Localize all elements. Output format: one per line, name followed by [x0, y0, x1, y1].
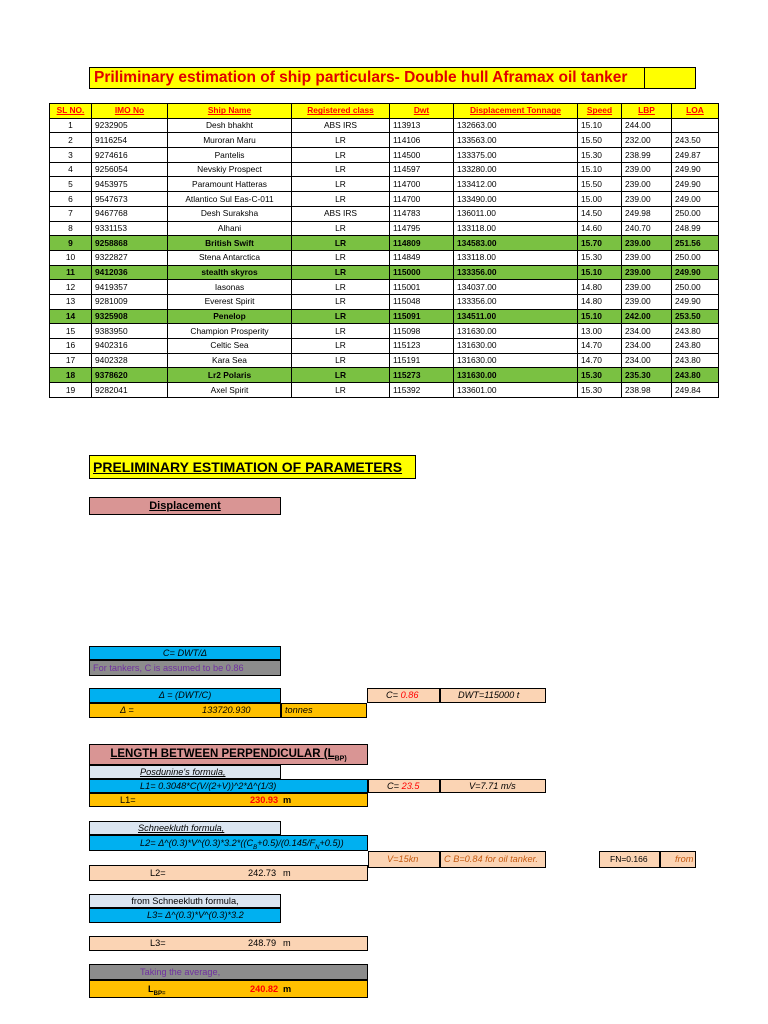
header-dwt: Dwt	[390, 104, 454, 119]
cell-sl-no: 15	[50, 324, 92, 339]
cell-speed: 15.30	[578, 250, 622, 265]
table-header-row	[50, 104, 719, 119]
cell-registered-class: LR	[292, 280, 390, 295]
cell-sl-no: 8	[50, 221, 92, 236]
cell-registered-class: LR	[292, 236, 390, 251]
ship-particulars-table	[49, 103, 719, 398]
cell-sl-no: 18	[50, 368, 92, 383]
cell-dwt: 114783	[390, 206, 454, 221]
delta-formula-cell	[89, 688, 281, 703]
cell-sl-no: 14	[50, 309, 92, 324]
table-row	[50, 265, 719, 280]
cell-dwt: 114849	[390, 250, 454, 265]
table-row	[50, 383, 719, 398]
v-mps-cell	[440, 779, 546, 793]
cell-loa: 251.56	[672, 236, 719, 251]
lbp-heading-sym: (L	[323, 748, 335, 760]
cell-sl-no: 11	[50, 265, 92, 280]
c-value: 0.86	[400, 690, 419, 700]
cell-imo-no: 9378620	[92, 368, 168, 383]
cell-lbp: 238.99	[622, 148, 672, 163]
c-note-cell	[89, 660, 281, 676]
cell-sl-no: 16	[50, 339, 92, 354]
cell-lbp: 232.00	[622, 133, 672, 148]
lbp-unit: m	[283, 984, 292, 994]
cell-displacement: 133280.00	[454, 162, 578, 177]
cell-ship-name: stealth skyros	[168, 265, 292, 280]
cell-loa: 249.87	[672, 148, 719, 163]
lbp-heading-sub: BP)	[334, 755, 347, 763]
cell-ship-name: Nevskiy Prospect	[168, 162, 292, 177]
cell-registered-class: LR	[292, 221, 390, 236]
cell-speed: 14.70	[578, 339, 622, 354]
cell-speed: 14.80	[578, 280, 622, 295]
l2-formula-b: B	[253, 844, 258, 851]
l2-formula-a: L2= Δ^(0.3)*V^(0.3)*3.2*((C	[140, 838, 254, 848]
l3-label: L3=	[150, 938, 166, 948]
cell-ship-name: Atlantico Sul Eas-C-011	[168, 192, 292, 207]
lbp-result-cell	[89, 980, 368, 998]
cell-ship-name: Everest Spirit	[168, 294, 292, 309]
l2-result-cell	[89, 865, 368, 881]
cell-registered-class: LR	[292, 265, 390, 280]
cell-dwt: 114500	[390, 148, 454, 163]
cell-dwt: 115123	[390, 339, 454, 354]
cell-sl-no: 1	[50, 118, 92, 133]
table-row	[50, 177, 719, 192]
cell-sl-no: 7	[50, 206, 92, 221]
cell-displacement: 131630.00	[454, 339, 578, 354]
cell-dwt: 115000	[390, 265, 454, 280]
from-note-text: from	[675, 854, 694, 864]
c-formula-text: C= DWT/Δ	[162, 648, 208, 658]
cell-dwt: 114809	[390, 236, 454, 251]
cell-displacement: 133490.00	[454, 192, 578, 207]
cell-speed: 15.30	[578, 148, 622, 163]
cell-imo-no: 9547673	[92, 192, 168, 207]
from-schneekluth-cell	[89, 894, 281, 908]
cell-loa: 243.80	[672, 368, 719, 383]
l1-label: L1=	[120, 795, 136, 805]
table-row	[50, 162, 719, 177]
lbp-value: 240.82	[250, 984, 279, 994]
cell-imo-no: 9331153	[92, 221, 168, 236]
c2-value: 23.5	[401, 781, 420, 791]
table-row	[50, 324, 719, 339]
cell-speed: 15.10	[578, 265, 622, 280]
l3-formula-text: L3= Δ^(0.3)*V^(0.3)*3.2	[147, 910, 244, 920]
table-row	[50, 236, 719, 251]
cell-ship-name: Alhani	[168, 221, 292, 236]
c-formula-cell	[89, 646, 281, 660]
average-label-cell	[89, 964, 368, 980]
schneekluth-label-cell	[89, 821, 281, 835]
cell-lbp: 239.00	[622, 265, 672, 280]
cell-lbp: 238.98	[622, 383, 672, 398]
c2-value-cell	[368, 779, 440, 793]
dwt-given-cell	[440, 688, 546, 703]
cell-registered-class: LR	[292, 250, 390, 265]
header-imo-no: IMO No	[92, 104, 168, 119]
cell-displacement: 133601.00	[454, 383, 578, 398]
cell-speed: 13.00	[578, 324, 622, 339]
cb-note-cell	[440, 851, 546, 868]
delta-label: Δ =	[120, 705, 134, 715]
displacement-heading	[89, 497, 281, 515]
cell-dwt: 114106	[390, 133, 454, 148]
lbp-heading	[89, 744, 368, 765]
table-row	[50, 250, 719, 265]
cell-dwt: 113913	[390, 118, 454, 133]
c-note-text: For tankers, C is assumed to be 0.86	[93, 663, 244, 673]
cell-lbp: 234.00	[622, 353, 672, 368]
cell-ship-name: Desh Suraksha	[168, 206, 292, 221]
cell-speed: 14.80	[578, 294, 622, 309]
cell-ship-name: Stena Antarctica	[168, 250, 292, 265]
lbp-label	[148, 981, 165, 998]
cell-displacement: 131630.00	[454, 368, 578, 383]
l2-value: 242.73	[248, 868, 277, 878]
l2-label: L2=	[150, 868, 166, 878]
cell-displacement: 132663.00	[454, 118, 578, 133]
cell-displacement: 133118.00	[454, 221, 578, 236]
table-row	[50, 118, 719, 133]
table-row	[50, 309, 719, 324]
cell-imo-no: 9281009	[92, 294, 168, 309]
cell-imo-no: 9419357	[92, 280, 168, 295]
from-note-cell	[660, 851, 696, 868]
cell-ship-name: Celtic Sea	[168, 339, 292, 354]
cell-speed: 14.50	[578, 206, 622, 221]
cell-displacement: 131630.00	[454, 324, 578, 339]
delta-unit-text: tonnes	[285, 705, 313, 715]
cell-speed: 15.00	[578, 192, 622, 207]
cell-lbp: 235.30	[622, 368, 672, 383]
table-row	[50, 294, 719, 309]
cell-registered-class: LR	[292, 294, 390, 309]
cell-registered-class: LR	[292, 339, 390, 354]
table-row	[50, 133, 719, 148]
cell-lbp: 239.00	[622, 294, 672, 309]
lbp-heading-main: LENGTH BETWEEN PERPENDICULAR	[110, 748, 321, 760]
table-body	[50, 118, 719, 397]
l3-formula-cell	[89, 908, 281, 923]
cell-lbp: 249.98	[622, 206, 672, 221]
table-row	[50, 192, 719, 207]
cell-displacement: 133118.00	[454, 250, 578, 265]
cell-ship-name: British Swift	[168, 236, 292, 251]
cell-imo-no: 9325908	[92, 309, 168, 324]
cell-dwt: 115001	[390, 280, 454, 295]
cell-ship-name: Desh bhakht	[168, 118, 292, 133]
cell-dwt: 114597	[390, 162, 454, 177]
cell-imo-no: 9402328	[92, 353, 168, 368]
parameters-title-text: PRELIMINARY ESTIMATION OF PARAMETERS	[93, 459, 403, 475]
cell-lbp: 239.00	[622, 162, 672, 177]
cell-sl-no: 10	[50, 250, 92, 265]
cell-dwt: 115392	[390, 383, 454, 398]
cell-speed: 15.10	[578, 162, 622, 177]
l1-value: 230.93	[250, 795, 279, 805]
v-kn-cell	[368, 851, 440, 868]
cell-loa: 243.80	[672, 353, 719, 368]
cell-dwt: 115273	[390, 368, 454, 383]
l1-formula-cell	[89, 779, 368, 793]
cell-loa: 250.00	[672, 206, 719, 221]
lbp-label-sub: BP=	[153, 990, 166, 997]
cell-loa: 249.90	[672, 265, 719, 280]
cell-imo-no: 9274616	[92, 148, 168, 163]
cell-dwt: 114700	[390, 177, 454, 192]
table-row	[50, 206, 719, 221]
title-empty-cell	[644, 67, 695, 89]
cell-sl-no: 2	[50, 133, 92, 148]
l3-unit: m	[283, 938, 291, 948]
cell-dwt: 114700	[390, 192, 454, 207]
cell-sl-no: 6	[50, 192, 92, 207]
cell-speed: 14.60	[578, 221, 622, 236]
delta-formula-text: Δ = (DWT/C)	[158, 690, 212, 700]
cell-registered-class: LR	[292, 192, 390, 207]
cell-sl-no: 5	[50, 177, 92, 192]
cell-lbp: 239.00	[622, 236, 672, 251]
posdunine-label: Posdunine's formula,	[140, 767, 226, 777]
cell-sl-no: 9	[50, 236, 92, 251]
l2-formula-cell	[89, 835, 368, 851]
cell-dwt: 115091	[390, 309, 454, 324]
cell-registered-class: ABS IRS	[292, 206, 390, 221]
table-row	[50, 353, 719, 368]
cell-registered-class: LR	[292, 133, 390, 148]
cell-ship-name: Pantelis	[168, 148, 292, 163]
cell-displacement: 133356.00	[454, 265, 578, 280]
cell-ship-name: Iasonas	[168, 280, 292, 295]
cell-sl-no: 17	[50, 353, 92, 368]
cell-speed: 15.50	[578, 133, 622, 148]
cell-loa	[672, 118, 719, 133]
fn-note-cell	[599, 851, 660, 868]
cell-lbp: 239.00	[622, 177, 672, 192]
cell-speed: 15.30	[578, 383, 622, 398]
delta-value: 133720.930	[202, 705, 251, 715]
cell-registered-class: LR	[292, 368, 390, 383]
header-registered-class: Registered class	[292, 104, 390, 119]
cell-lbp: 239.00	[622, 192, 672, 207]
cell-lbp: 239.00	[622, 280, 672, 295]
l2-unit: m	[283, 868, 291, 878]
cell-ship-name: Kara Sea	[168, 353, 292, 368]
cell-displacement: 133356.00	[454, 294, 578, 309]
l1-formula-text: L1= 0.3048*C(V/(2+V))^2*Δ^(1/3)	[140, 781, 277, 791]
cell-registered-class: ABS IRS	[292, 118, 390, 133]
header-speed: Speed	[578, 104, 622, 119]
l2-formula-c: +0.5)/(0.145/F	[257, 838, 316, 848]
cell-ship-name: Lr2 Polaris	[168, 368, 292, 383]
cell-registered-class: LR	[292, 324, 390, 339]
cell-sl-no: 4	[50, 162, 92, 177]
cell-imo-no: 9256054	[92, 162, 168, 177]
cell-ship-name: Penelop	[168, 309, 292, 324]
cell-loa: 248.99	[672, 221, 719, 236]
parameters-section-title	[89, 455, 416, 479]
header-lbp: LBP	[622, 104, 672, 119]
cell-loa: 249.90	[672, 177, 719, 192]
cell-imo-no: 9258868	[92, 236, 168, 251]
cell-lbp: 242.00	[622, 309, 672, 324]
cell-dwt: 115098	[390, 324, 454, 339]
average-label: Taking the average,	[140, 967, 221, 977]
cell-dwt: 115048	[390, 294, 454, 309]
posdunine-label-cell	[89, 765, 281, 779]
cell-registered-class: LR	[292, 148, 390, 163]
l1-result-cell	[89, 793, 368, 807]
cell-sl-no: 12	[50, 280, 92, 295]
table-row	[50, 339, 719, 354]
cell-loa: 253.50	[672, 309, 719, 324]
cell-sl-no: 19	[50, 383, 92, 398]
cell-ship-name: Champion Prosperity	[168, 324, 292, 339]
l3-result-cell	[89, 936, 368, 951]
sheet-title	[89, 67, 696, 89]
l2-formula-d: N	[315, 844, 320, 851]
cell-registered-class: LR	[292, 162, 390, 177]
cell-imo-no: 9282041	[92, 383, 168, 398]
c-value-cell	[367, 688, 440, 703]
cell-ship-name: Muroran Maru	[168, 133, 292, 148]
cell-imo-no: 9232905	[92, 118, 168, 133]
table-row	[50, 221, 719, 236]
displacement-heading-text: Displacement	[149, 500, 221, 512]
cell-lbp: 240.70	[622, 221, 672, 236]
cell-speed: 15.70	[578, 236, 622, 251]
header-sl-no: SL NO.	[50, 104, 92, 119]
cell-displacement: 133375.00	[454, 148, 578, 163]
cell-sl-no: 13	[50, 294, 92, 309]
sheet-title-text: Priliminary estimation of ship particulars- Double hull Aframax oil tanker	[94, 69, 628, 86]
cell-registered-class: LR	[292, 309, 390, 324]
cell-registered-class: LR	[292, 177, 390, 192]
cell-speed: 15.50	[578, 177, 622, 192]
cell-imo-no: 9402316	[92, 339, 168, 354]
table-row	[50, 368, 719, 383]
cell-registered-class: LR	[292, 383, 390, 398]
cell-sl-no: 3	[50, 148, 92, 163]
cell-displacement: 134583.00	[454, 236, 578, 251]
cell-speed: 15.10	[578, 309, 622, 324]
header-displacement: Displacement Tonnage	[454, 104, 578, 119]
c2-value-label: C=	[387, 781, 400, 791]
l1-unit: m	[283, 795, 292, 805]
cell-loa: 250.00	[672, 250, 719, 265]
cell-lbp: 234.00	[622, 324, 672, 339]
header-loa: LOA	[672, 104, 719, 119]
cell-displacement: 133412.00	[454, 177, 578, 192]
cell-dwt: 115191	[390, 353, 454, 368]
cell-imo-no: 9467768	[92, 206, 168, 221]
cell-registered-class: LR	[292, 353, 390, 368]
table-row	[50, 280, 719, 295]
cell-speed: 15.30	[578, 368, 622, 383]
l3-value: 248.79	[248, 938, 277, 948]
cell-lbp: 234.00	[622, 339, 672, 354]
cell-loa: 249.84	[672, 383, 719, 398]
cell-imo-no: 9412036	[92, 265, 168, 280]
cell-displacement: 136011.00	[454, 206, 578, 221]
cell-imo-no: 9383950	[92, 324, 168, 339]
cb-note-text: C B=0.84 for oil tanker.	[444, 854, 538, 864]
cell-ship-name: Paramount Hatteras	[168, 177, 292, 192]
schneekluth-label: Schneekluth formula,	[138, 823, 225, 833]
delta-result-cell	[89, 703, 281, 718]
cell-ship-name: Axel Spirit	[168, 383, 292, 398]
from-schneekluth-text: from Schneekluth formula,	[131, 896, 239, 906]
cell-loa: 243.80	[672, 339, 719, 354]
cell-displacement: 131630.00	[454, 353, 578, 368]
dwt-given-text: DWT=115000 t	[458, 690, 520, 700]
cell-speed: 15.10	[578, 118, 622, 133]
table-row	[50, 148, 719, 163]
cell-loa: 249.90	[672, 294, 719, 309]
cell-lbp: 239.00	[622, 250, 672, 265]
cell-loa: 243.80	[672, 324, 719, 339]
cell-loa: 243.50	[672, 133, 719, 148]
cell-displacement: 134511.00	[454, 309, 578, 324]
cell-dwt: 114795	[390, 221, 454, 236]
v-kn-text: V=15kn	[387, 854, 419, 864]
cell-imo-no: 9322827	[92, 250, 168, 265]
cell-speed: 14.70	[578, 353, 622, 368]
delta-unit-cell	[281, 703, 367, 718]
l2-formula-e: +0.5))	[319, 838, 344, 848]
cell-loa: 250.00	[672, 280, 719, 295]
header-ship-name: Ship Name	[168, 104, 292, 119]
fn-note-text: FN=0.166	[610, 854, 648, 864]
cell-displacement: 133563.00	[454, 133, 578, 148]
c-value-label: C=	[386, 690, 399, 700]
lbp-label-main: L	[148, 984, 154, 994]
v-mps-text: V=7.71 m/s	[469, 781, 516, 791]
cell-imo-no: 9116254	[92, 133, 168, 148]
cell-displacement: 134037.00	[454, 280, 578, 295]
cell-lbp: 244.00	[622, 118, 672, 133]
cell-loa: 249.00	[672, 192, 719, 207]
cell-imo-no: 9453975	[92, 177, 168, 192]
cell-loa: 249.90	[672, 162, 719, 177]
